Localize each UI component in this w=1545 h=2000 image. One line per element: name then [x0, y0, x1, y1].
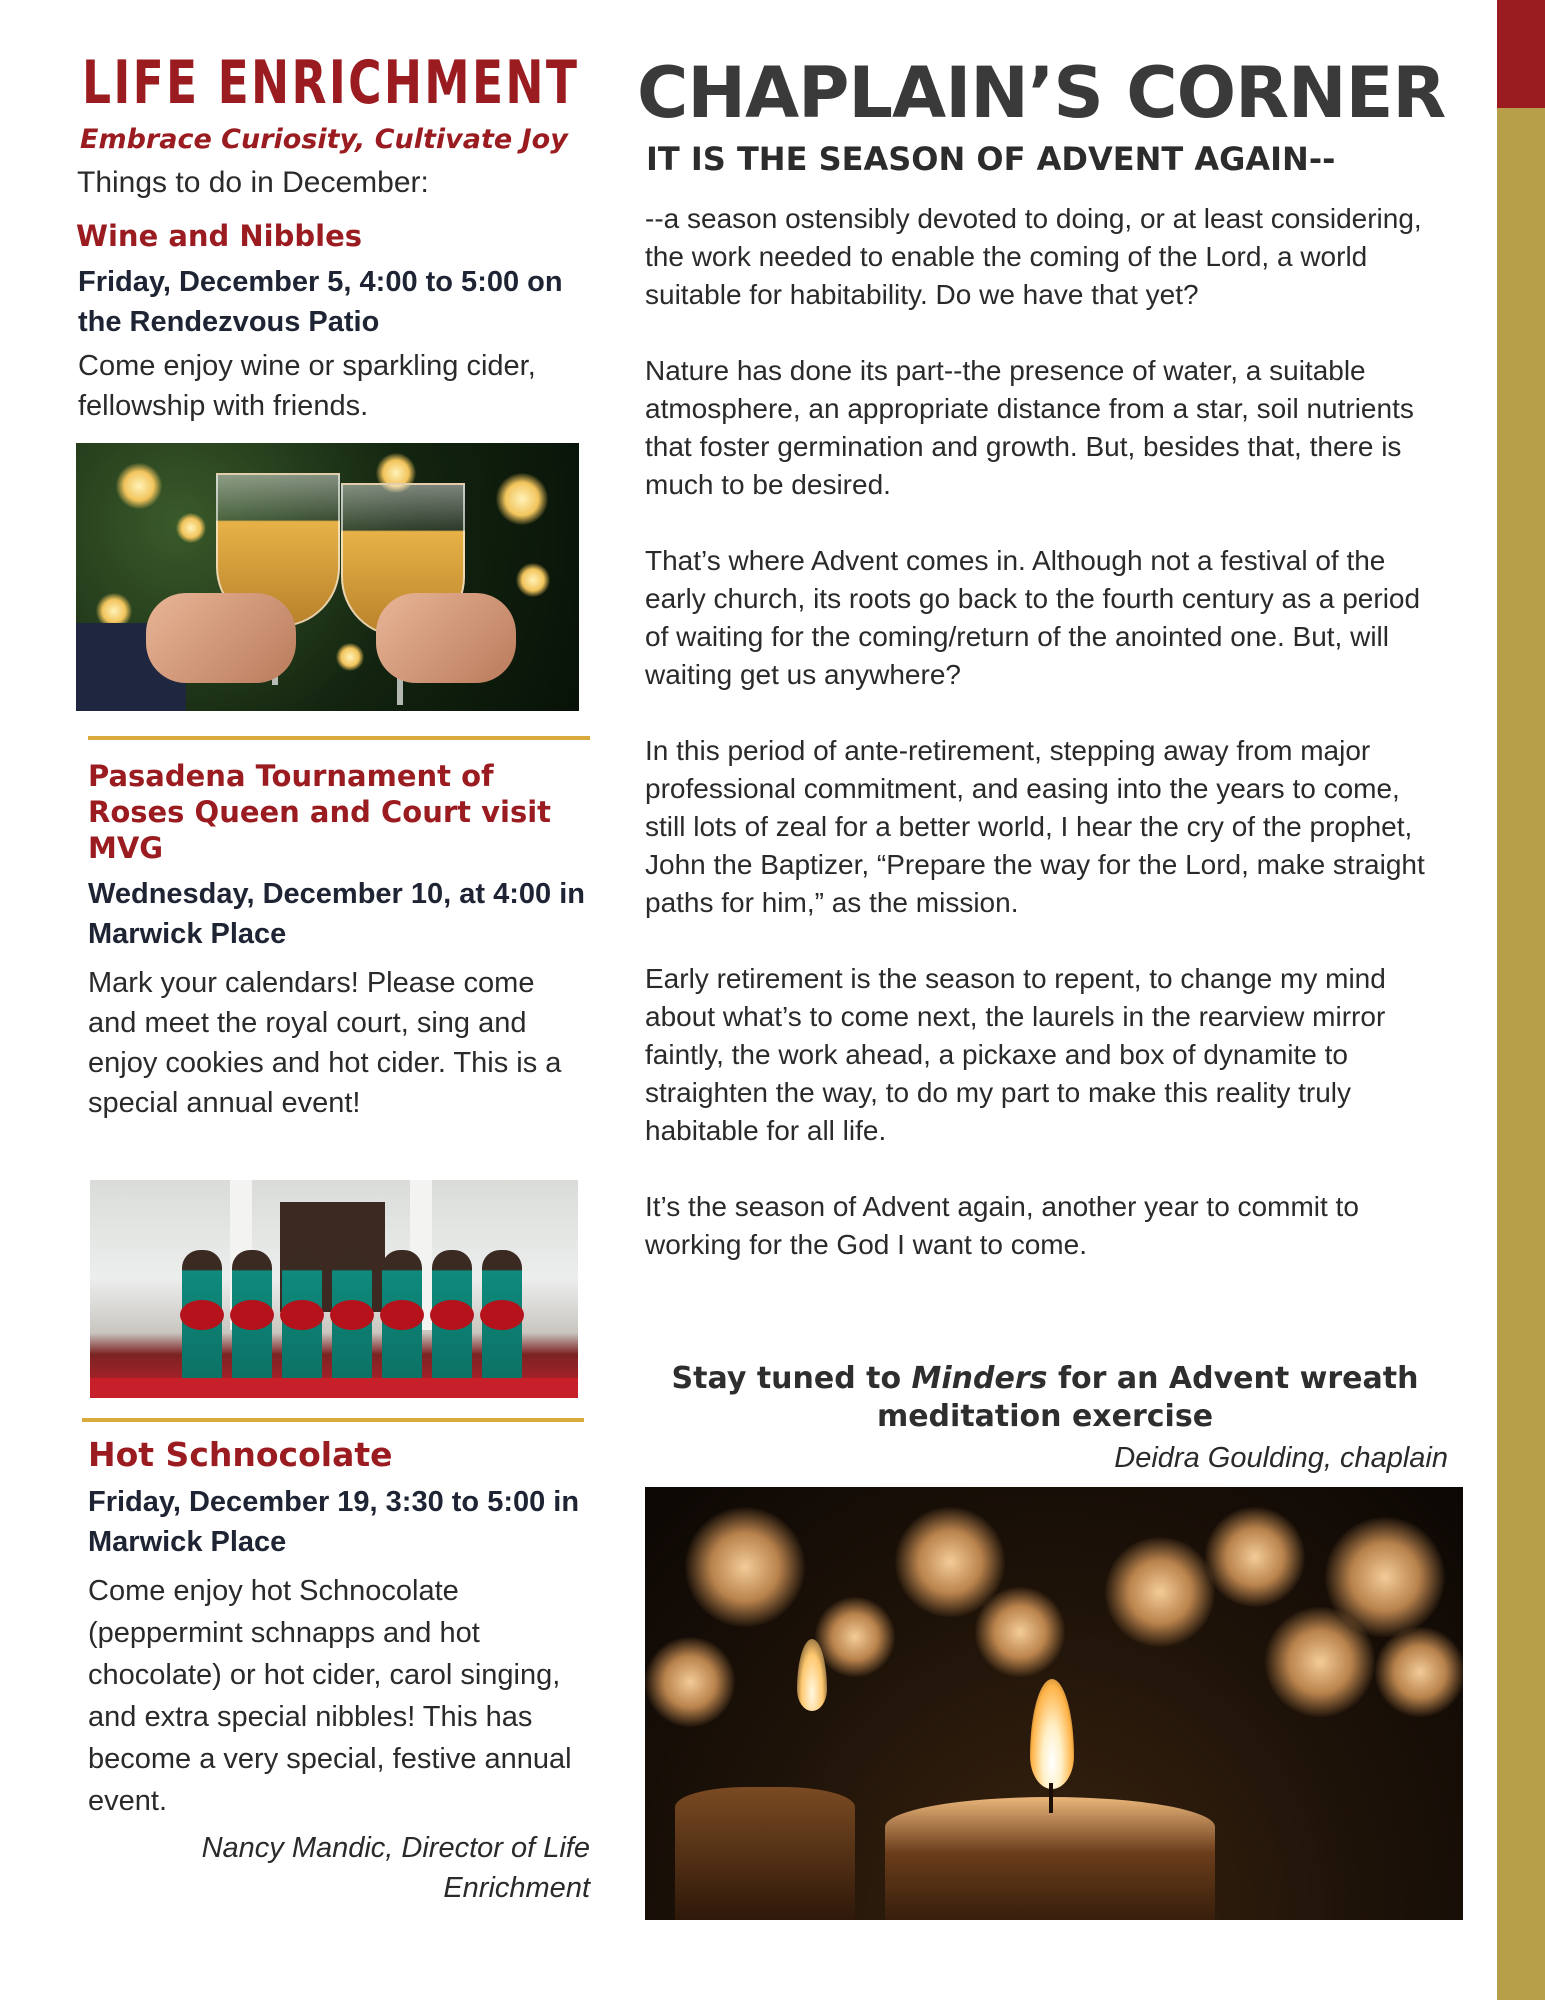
event-rose-court-when: Wednesday, December 10, at 4:00 in Marwick Place: [88, 878, 585, 950]
event-schnocolate-desc: Come enjoy hot Schnocolate (peppermint schnapps and hot chocolate) or hot cider, carol singing, and extra special nibbles! This has become a very special, festive annual event.: [88, 1575, 572, 1817]
event-wine-when: Friday, December 5, 4:00 to 5:00 on the Rendezvous Patio: [78, 266, 563, 338]
body-paragraph: In this period of ante-retirement, stepping away from major professional commitment, and easing into the years to come, still lots of zeal for a better world, I hear the cry of the prophet, John the Baptizer, “Prepare the way for the Lord, make straight paths for him,” as the mission.: [645, 735, 1425, 918]
life-enrichment-intro: Things to do in December:: [77, 166, 429, 199]
chaplains-corner-title: CHAPLAIN’S CORNER: [637, 52, 1446, 134]
minders-name: Minders: [911, 1361, 1048, 1396]
section-divider: [88, 736, 590, 740]
event-schnocolate-when: Friday, December 19, 3:30 to 5:00 in Marwick Place: [88, 1486, 580, 1558]
stay-tuned-post: for an Advent wreath meditation exercise: [876, 1361, 1419, 1434]
body-paragraph: It’s the season of Advent again, another year to commit to working for the God I want to come.: [645, 1191, 1359, 1260]
event-wine-title: Wine and Nibbles: [76, 219, 363, 253]
stay-tuned-pre: Stay tuned to: [671, 1361, 912, 1396]
wine-toast-photo: [76, 443, 579, 711]
side-accent-bar-red: [1497, 0, 1545, 108]
royal-court-photo: [90, 1180, 578, 1398]
event-wine-desc: Come enjoy wine or sparkling cider, fellowship with friends.: [78, 350, 536, 422]
event-rose-court-desc: Mark your calendars! Please come and meet the royal court, sing and enjoy cookies and hot cider. This is a special annual event!: [88, 967, 562, 1119]
body-paragraph: That’s where Advent comes in. Although not a festival of the early church, its roots go back to the fourth century as a period of waiting for the coming/return of the anointed one. But, will waiting get us anywhere?: [645, 545, 1421, 690]
life-enrichment-tagline: Embrace Curiosity, Cultivate Joy: [80, 124, 568, 155]
chaplain-signature: Deidra Goulding, chaplain: [1114, 1442, 1448, 1474]
event-rose-court-title: Pasadena Tournament of Roses Queen and Court visit MVG: [88, 759, 552, 865]
candles-photo: [645, 1487, 1463, 1920]
body-paragraph: --a season ostensibly devoted to doing, or at least considering, the work needed to enable the coming of the Lord, a world suitable for habitability. Do we have that yet?: [645, 203, 1422, 310]
body-paragraph: Nature has done its part--the presence of water, a suitable atmosphere, an appropriate distance from a star, soil nutrients that foster germination and growth. But, besides that, there is much to be desired.: [645, 355, 1414, 500]
stay-tuned-note: [645, 1360, 1445, 1436]
life-enrichment-title: LIFE ENRICHMENT: [82, 48, 580, 118]
life-enrichment-signature: Nancy Mandic, Director of Life Enrichment: [201, 1832, 590, 1904]
chaplains-corner-subtitle: IT IS THE SEASON OF ADVENT AGAIN--: [646, 140, 1336, 178]
section-divider: [82, 1418, 584, 1422]
side-accent-bar-gold: [1497, 108, 1545, 2000]
chaplains-corner-body: [645, 200, 1445, 1302]
event-schnocolate-title: Hot Schnocolate: [88, 1435, 393, 1474]
body-paragraph: Early retirement is the season to repent, to change my mind about what’s to come next, the laurels in the rearview mirror faintly, the work ahead, a pickaxe and box of dynamite to straighten the way, to do my part to make this reality truly habitable for all life.: [645, 963, 1386, 1146]
